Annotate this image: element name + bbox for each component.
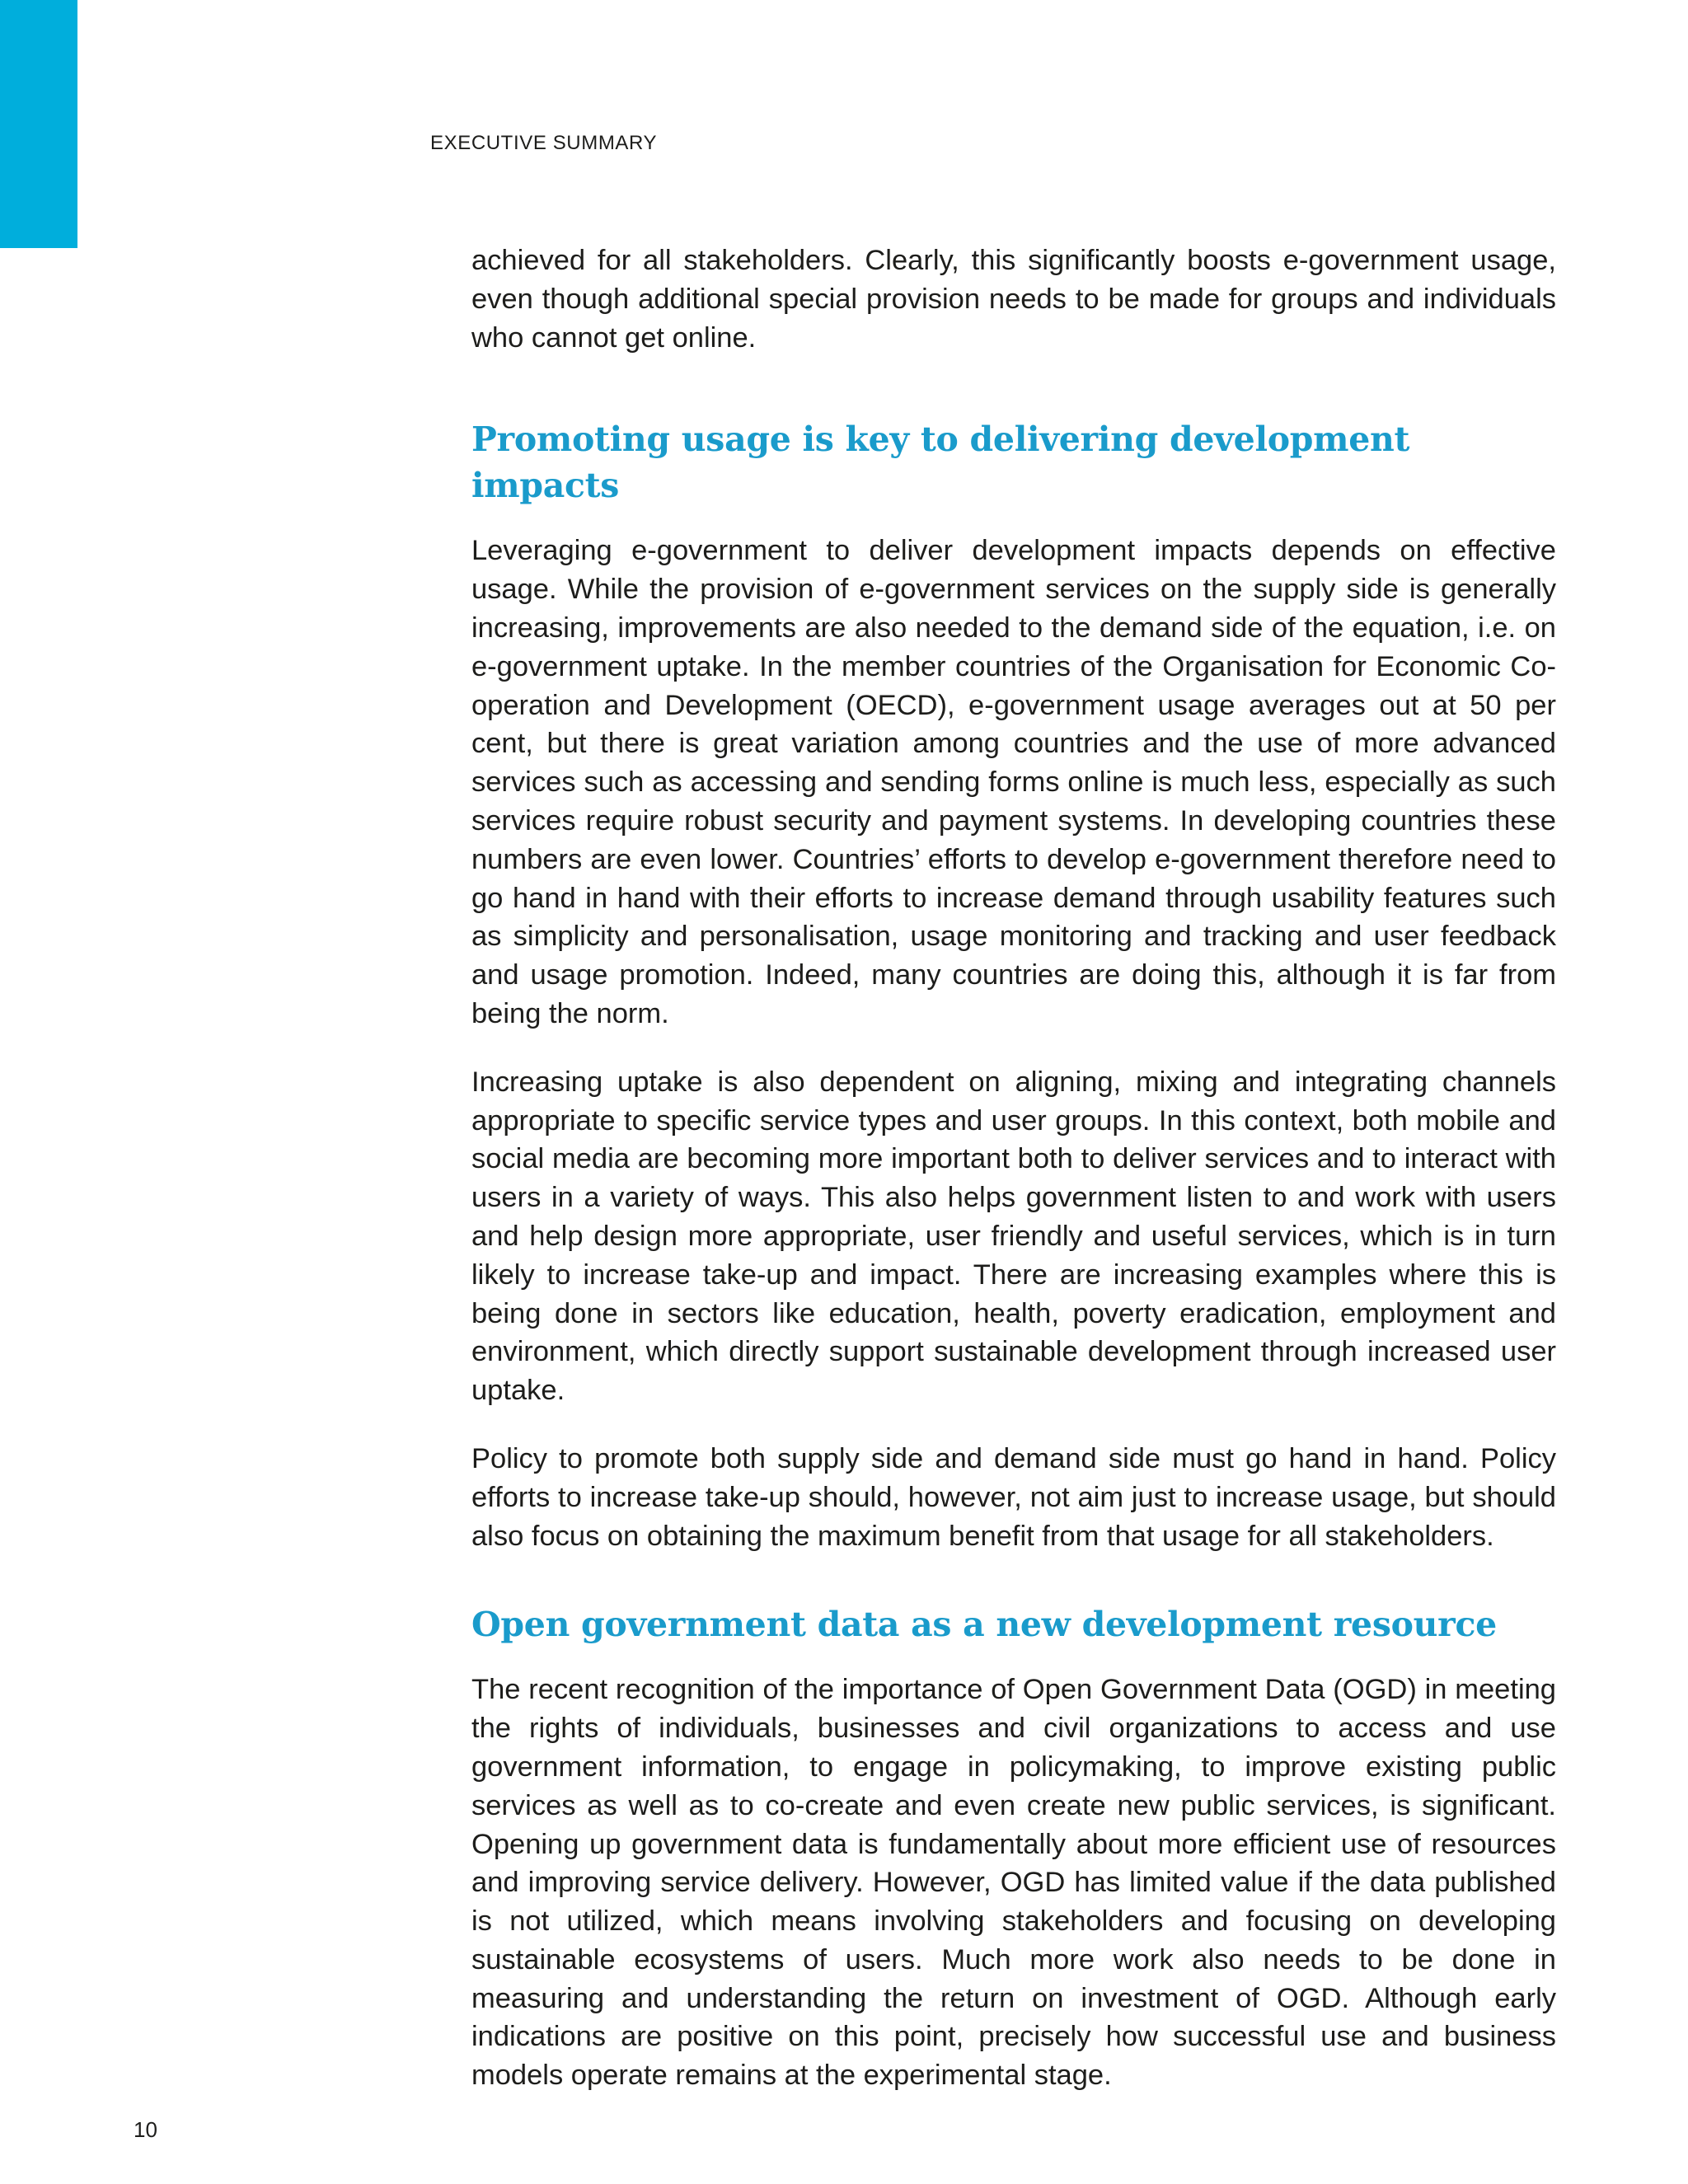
usage-paragraph-3: Policy to promote both supply side and demand side must go hand in hand. Policy efforts to increase take-up should, however, not aim just to increase usage, but should also focus on obtaining the maximum benefit from that usage for all stakeholders.	[471, 1442, 1556, 1552]
page-number: 10	[134, 2117, 157, 2142]
usage-paragraph-2: Increasing uptake is also dependent on aligning, mixing and integrating channels appropriate to specific service types and user groups. In this context, both mobile and social media are becoming more important both to deliver services and to interact with users in a variety of ways. This also helps government listen to and work with users and help design more appropriate, user friendly and useful services, which is in turn likely to increase take-up and impact. There are increasing examples where this is being done in sectors like education, health, poverty eradication, employment and environment, which directly support sustainable development through increased user uptake.	[471, 1066, 1556, 1407]
running-head: EXECUTIVE SUMMARY	[430, 132, 658, 154]
page-content	[471, 241, 1556, 2125]
section-heading-usage: Promoting usage is key to delivering development impacts	[471, 419, 1410, 506]
side-accent-tab	[0, 0, 77, 248]
intro-paragraph: achieved for all stakeholders. Clearly, this significantly boosts e-government usage, even though additional special provision needs to be made for groups and individuals who cannot get online.	[471, 245, 1556, 354]
open-data-paragraph-1: The recent recognition of the importance of Open Government Data (OGD) in meeting the rights of individuals, businesses and civil organizations to access and use government information, to engage in policymaking, to improve existing public services as well as to co-create and even create new public services, is significant. Opening up government data is fundamentally about more efficient use of resources and improving service delivery. However, OGD has limited value if the data published is not utilized, which means involving stakeholders and focusing on developing sustainable ecosystems of users. Much more work also needs to be done in measuring and understanding the return on investment of OGD. Although early indications are positive on this point, precisely how successful use and business models operate remains at the experimental stage.	[471, 1674, 1556, 2092]
section-heading-open-data: Open government data as a new development resource	[471, 1605, 1497, 1645]
usage-paragraph-1: Leveraging e-government to deliver development impacts depends on effective usage. While the provision of e-government services on the supply side is generally increasing, improvements are also needed to the demand side of the equation, i.e. on e-government uptake. In the member countries of the Organisation for Economic Co-operation and Development (OECD), e-government usage averages out at 50 per cent, but there is great variation among countries and the use of more advanced services such as accessing and sending forms online is much less, especially as such services require robust security and payment systems. In developing countries these numbers are even lower. Countries’ efforts to develop e-government therefore need to go hand in hand with their efforts to increase demand through usability features such as simplicity and personalisation, usage monitoring and tracking and user feedback and usage promotion. Indeed, many countries are doing this, although it is far from being the norm.	[471, 535, 1556, 1029]
